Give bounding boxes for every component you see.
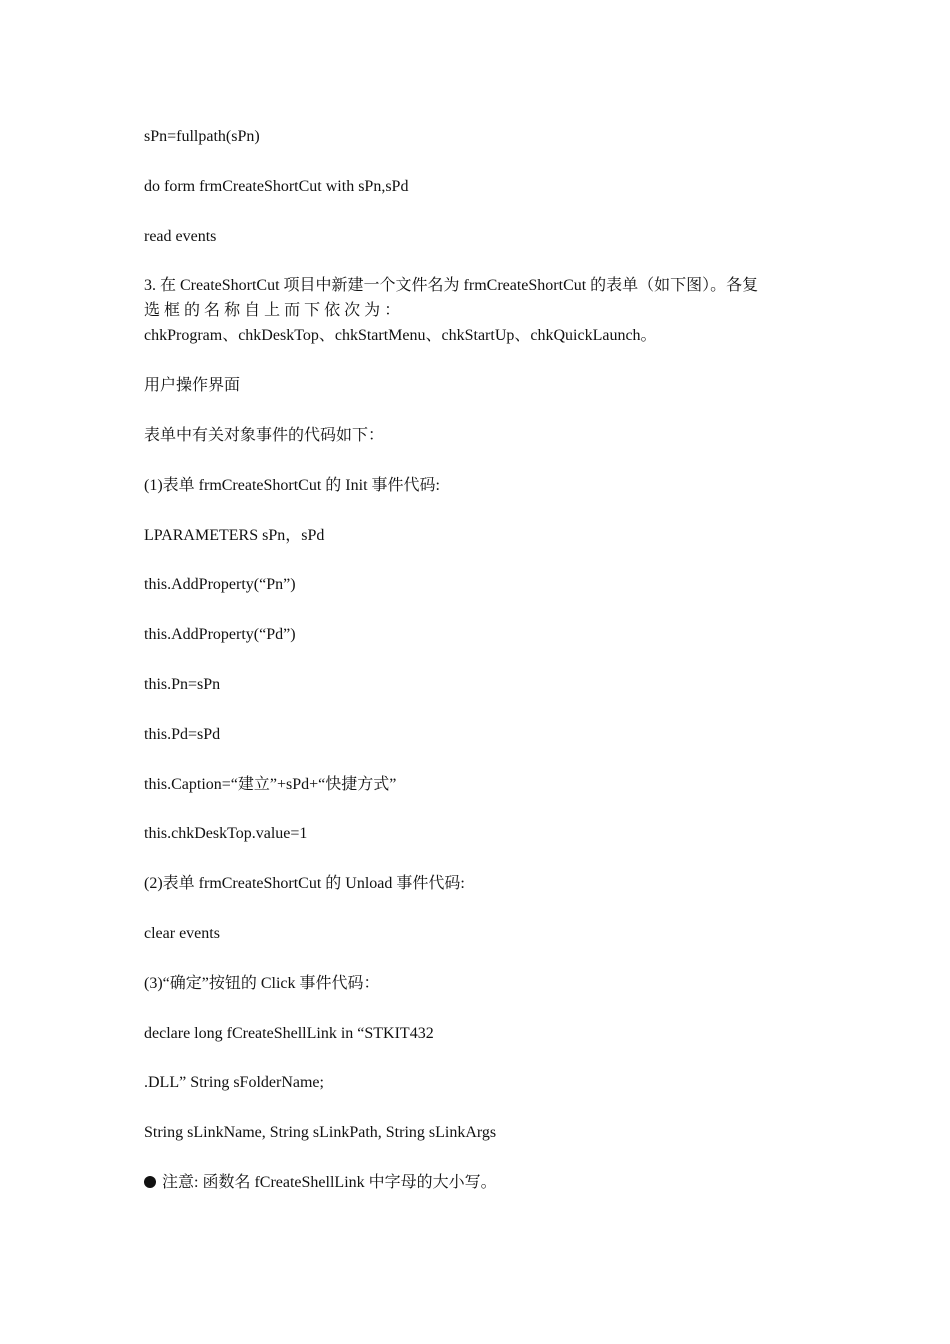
code-line: this.AddProperty(“Pn”) [144,576,296,594]
step-3-paragraph [144,273,807,348]
code-line: this.Pd=sPd [144,725,221,743]
code-line: clear events [144,924,220,942]
char: 依 [324,302,341,320]
text-line: (3)“确定”按钮的 Click 事件代码： [144,974,380,992]
code-line: read events [144,227,217,245]
char: 下 [304,302,321,320]
bullet-icon [144,1176,156,1188]
code-line: this.AddProperty(“Pd”) [144,626,296,644]
char: 选 [144,302,161,320]
char: ： [384,302,401,320]
char: 框 [164,302,181,320]
char: 的 [184,302,201,320]
code-line: sPn=fullpath(sPn) [144,128,260,145]
paragraph-line: chkProgram、chkDeskTop、chkStartMenu、chkStartUp、chkQuickLaunch。 [144,327,657,345]
code-line: do form frmCreateShortCut with sPn,sPd [144,177,409,195]
note-text: 注意: 函数名 fCreateShellLink 中字母的大小写。 [162,1173,497,1191]
code-line: declare long fCreateShellLink in “STKIT432 [144,1024,434,1042]
code-line: this.Pn=sPn [144,675,221,693]
char: 名 [204,302,221,320]
char: 为 [364,302,381,320]
code-line: String sLinkName, String sLinkPath, String sLinkArgs [144,1124,497,1142]
char: 次 [344,302,361,320]
text-line: (1)表单 frmCreateShortCut 的 Init 事件代码: [144,476,440,494]
note-line [144,1170,807,1195]
document-body [144,124,807,1195]
code-line: LPARAMETERS sPn，sPd [144,526,325,544]
paragraph-line: 3. 在 CreateShortCut 项目中新建一个文件名为 frmCreateShortCut 的表单（如下图）。各复 [144,277,759,295]
code-line: this.chkDeskTop.value=1 [144,825,308,843]
paragraph-line-spread [144,298,807,323]
code-line: this.Caption=“建立”+sPd+“快捷方式” [144,775,397,793]
text-line: 表单中有关对象事件的代码如下： [144,426,385,444]
section-heading: 用户操作界面 [144,377,241,395]
char: 上 [264,302,281,320]
code-line: .DLL” String sFolderName; [144,1074,324,1092]
char: 而 [284,302,301,320]
text-line: (2)表单 frmCreateShortCut 的 Unload 事件代码: [144,875,465,893]
char: 称 [224,302,241,320]
char: 自 [244,302,261,320]
